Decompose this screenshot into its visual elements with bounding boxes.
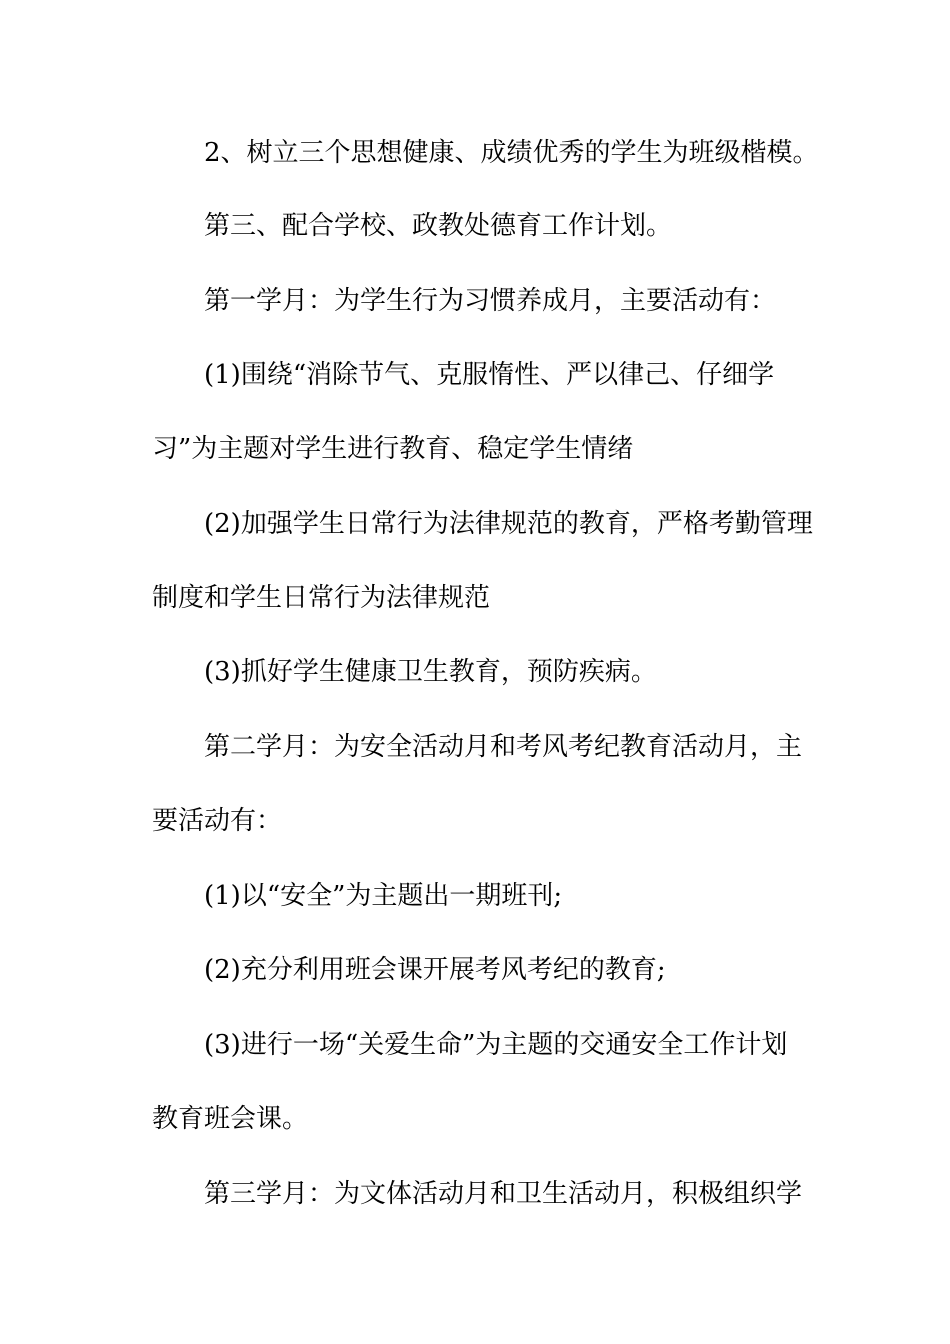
paragraph-line: (2)加强学生日常行为法律规范的教育，严格考勤管理 (204, 509, 813, 539)
paragraph-line: 要活动有： (152, 806, 283, 836)
paragraph-line: 第一学月：为学生行为习惯养成月，主要活动有： (204, 286, 777, 316)
paragraph-line: 习”为主题对学生进行教育、稳定学生情绪 (152, 434, 634, 464)
paragraph-line: 2、树立三个思想健康、成绩优秀的学生为班级楷模。 (204, 138, 819, 168)
paragraph-line: (3)抓好学生健康卫生教育，预防疾病。 (204, 657, 657, 687)
paragraph-line: 第三、配合学校、政教处德育工作计划。 (204, 211, 673, 241)
paragraph-line: 制度和学生日常行为法律规范 (152, 583, 491, 613)
paragraph-line: 第二学月：为安全活动月和考风考纪教育活动月，主 (204, 732, 803, 762)
paragraph-line: (3)进行一场“关爱生命”为主题的交通安全工作计划 (204, 1030, 788, 1060)
paragraph-line: (1)以“安全”为主题出一期班刊; (204, 881, 563, 911)
paragraph-line: (2)充分利用班会课开展考风考纪的教育; (204, 955, 666, 985)
paragraph-line: (1)围绕“消除节气、克服惰性、严以律己、仔细学 (204, 360, 775, 390)
paragraph-line: 教育班会课。 (152, 1104, 309, 1134)
paragraph-line: 第三学月：为文体活动月和卫生活动月，积极组织学 (204, 1179, 803, 1209)
